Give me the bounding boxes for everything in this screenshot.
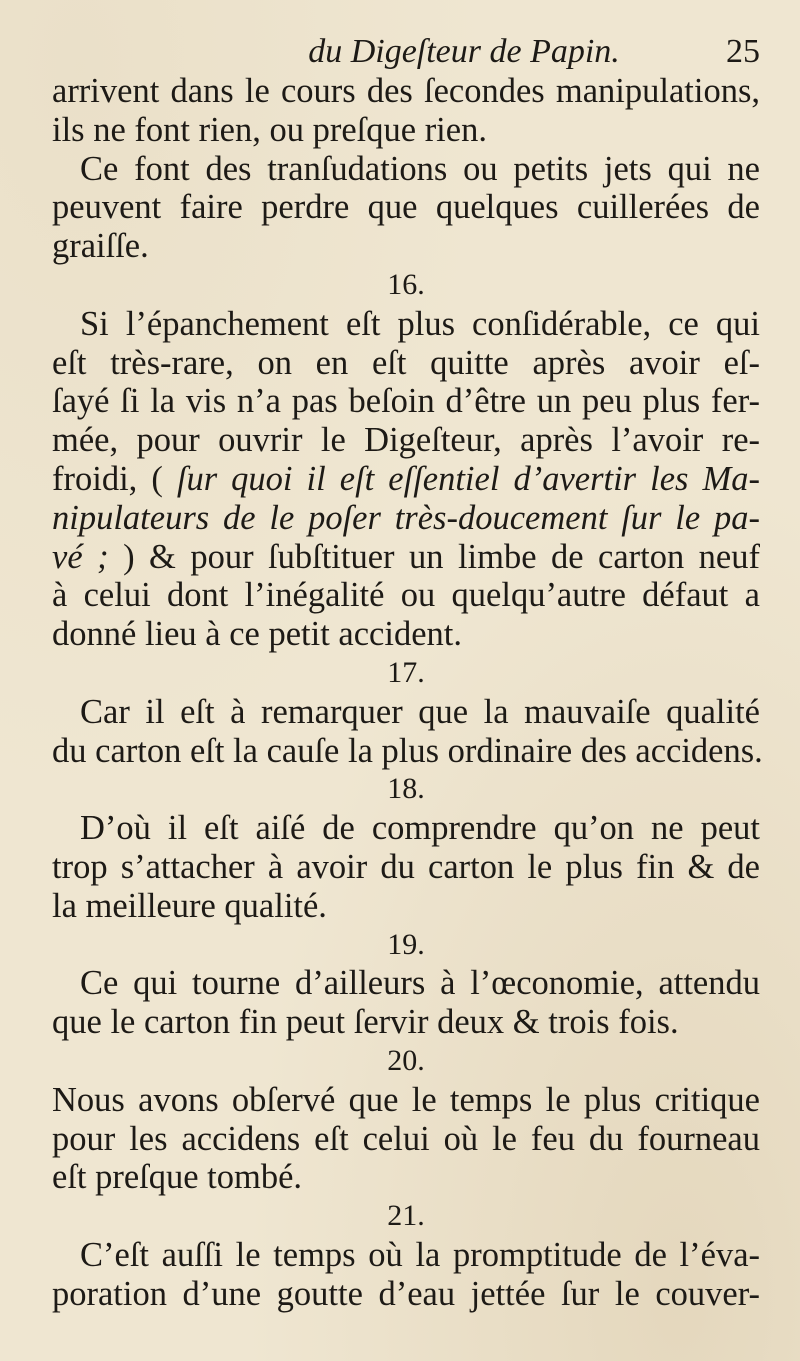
text-line: C’eſt auſſi le temps où la promptitude de l’éva- xyxy=(80,1235,760,1274)
text-line: poration d’une goutte d’eau jettée ſur le couver- xyxy=(52,1274,760,1313)
text-line: eſt preſque tombé. xyxy=(52,1158,303,1197)
text-line: peuvent faire perdre que quelques cuillerées de xyxy=(52,188,760,227)
text-line: pour les accidens eſt celui où le feu du fourneau xyxy=(52,1119,760,1158)
italic-text: vé ; xyxy=(52,537,109,576)
text-line xyxy=(52,538,760,577)
text-line: trop s’attacher à avoir du carton le plus fin & de xyxy=(52,847,760,886)
text-line: la meilleure qualité. xyxy=(52,886,327,925)
paragraph-number: 18. xyxy=(387,772,425,806)
paragraph-number: 16. xyxy=(387,267,425,301)
paragraph-number: 17. xyxy=(387,655,425,689)
text-line: Ce font des tranſudations ou petits jets qui ne xyxy=(80,149,760,188)
italic-text: ſur quoi il eſt eſſentiel d’avertir les Ma- xyxy=(176,459,760,498)
text-line: D’où il eſt aiſé de comprendre qu’on ne peut xyxy=(80,809,760,848)
page-number: 25 xyxy=(726,33,760,70)
text-line: que le carton fin peut ſervir deux & trois fois. xyxy=(52,1003,679,1042)
text-line: du carton eſt la cauſe la plus ordinaire des accidens. xyxy=(52,731,763,770)
text-line: Si l’épanchement eſt plus conſidérable, ce qui xyxy=(80,304,760,343)
text-line: mée, pour ouvrir le Digeſteur, après l’avoir re- xyxy=(52,421,760,460)
text-line: eſt très-rare, on en eſt quitte après avoir eſ- xyxy=(52,343,760,382)
text-line xyxy=(52,499,760,538)
paragraph-number: 21. xyxy=(387,1199,425,1233)
text-line: donné lieu à ce petit accident. xyxy=(52,615,462,654)
text-line: Nous avons obſervé que le temps le plus critique xyxy=(52,1080,760,1119)
running-head xyxy=(52,34,760,70)
text-line: arrivent dans le cours des ſecondes manipulations, xyxy=(52,72,760,110)
text-line: à celui dont l’inégalité ou quelqu’autre défaut a xyxy=(52,576,760,615)
text-fragment: ) & pour ſubſtituer un limbe de carton neuf xyxy=(123,537,760,576)
page xyxy=(52,33,763,1314)
text-line xyxy=(52,460,760,499)
text-fragment: froidi, ( xyxy=(52,459,163,498)
paragraph-number: 20. xyxy=(387,1043,425,1077)
paragraph-number: 19. xyxy=(387,927,425,961)
text-line: Ce qui tourne d’ailleurs à l’œconomie, attendu xyxy=(80,964,760,1003)
text-line: Car il eſt à remarquer que la mauvaiſe qualité xyxy=(80,692,760,731)
italic-text: nipulateurs de le poſer très-doucement ſur le pa- xyxy=(52,498,760,537)
text-line: ils ne font rien, ou preſque rien. xyxy=(52,110,487,149)
running-title: du Digeſteur de Papin. xyxy=(308,33,620,70)
text-line: graiſſe. xyxy=(52,227,149,266)
text-line: ſayé ſi la vis n’a pas beſoin d’être un peu plus fer- xyxy=(52,382,760,421)
